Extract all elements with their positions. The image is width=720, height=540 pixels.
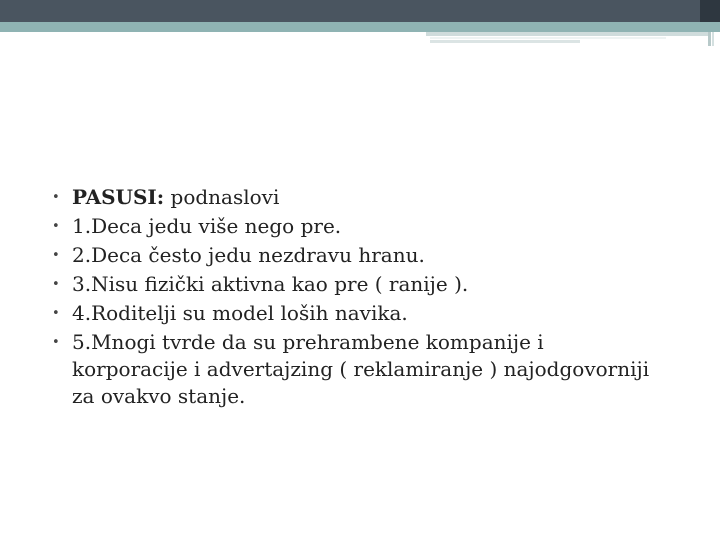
bullet-text: 1.Deca jedu više nego pre. [72,214,342,238]
bullet-text: 2.Deca često jedu nezdravu hranu. [72,243,425,267]
bullet-list [52,184,662,412]
bullet-item [52,213,662,240]
bullet-text: 5.Mnogi tvrde da su prehrambene kompanije i korporacije i advertajzing ( reklamiranje ) najodgovorniji za ovakvo stanje. [72,330,650,408]
decorative-line-thin [430,37,666,39]
header-bar [0,0,700,22]
decorative-edge-secondary [712,32,714,46]
bullet-icon: • [52,277,60,292]
decorative-edge [708,32,711,46]
bullet-icon: • [52,190,60,205]
header-accent-band [0,22,720,32]
bullet-icon: • [52,248,60,263]
decorative-line [426,32,708,36]
bullet-lead: PASUSI: [72,185,165,209]
bullet-item [52,271,662,298]
bullet-text: 3.Nisu fizički aktivna kao pre ( ranije ). [72,272,469,296]
decorative-line-short [430,40,580,43]
bullet-icon: • [52,335,60,350]
header-bar-corner [700,0,720,22]
bullet-item [52,184,662,211]
bullet-icon: • [52,306,60,321]
bullet-icon: • [52,219,60,234]
bullet-item [52,242,662,269]
bullet-item [52,300,662,327]
bullet-text: 4.Roditelji su model loših navika. [72,301,408,325]
bullet-item [52,329,662,410]
bullet-text: podnaslovi [164,185,280,209]
